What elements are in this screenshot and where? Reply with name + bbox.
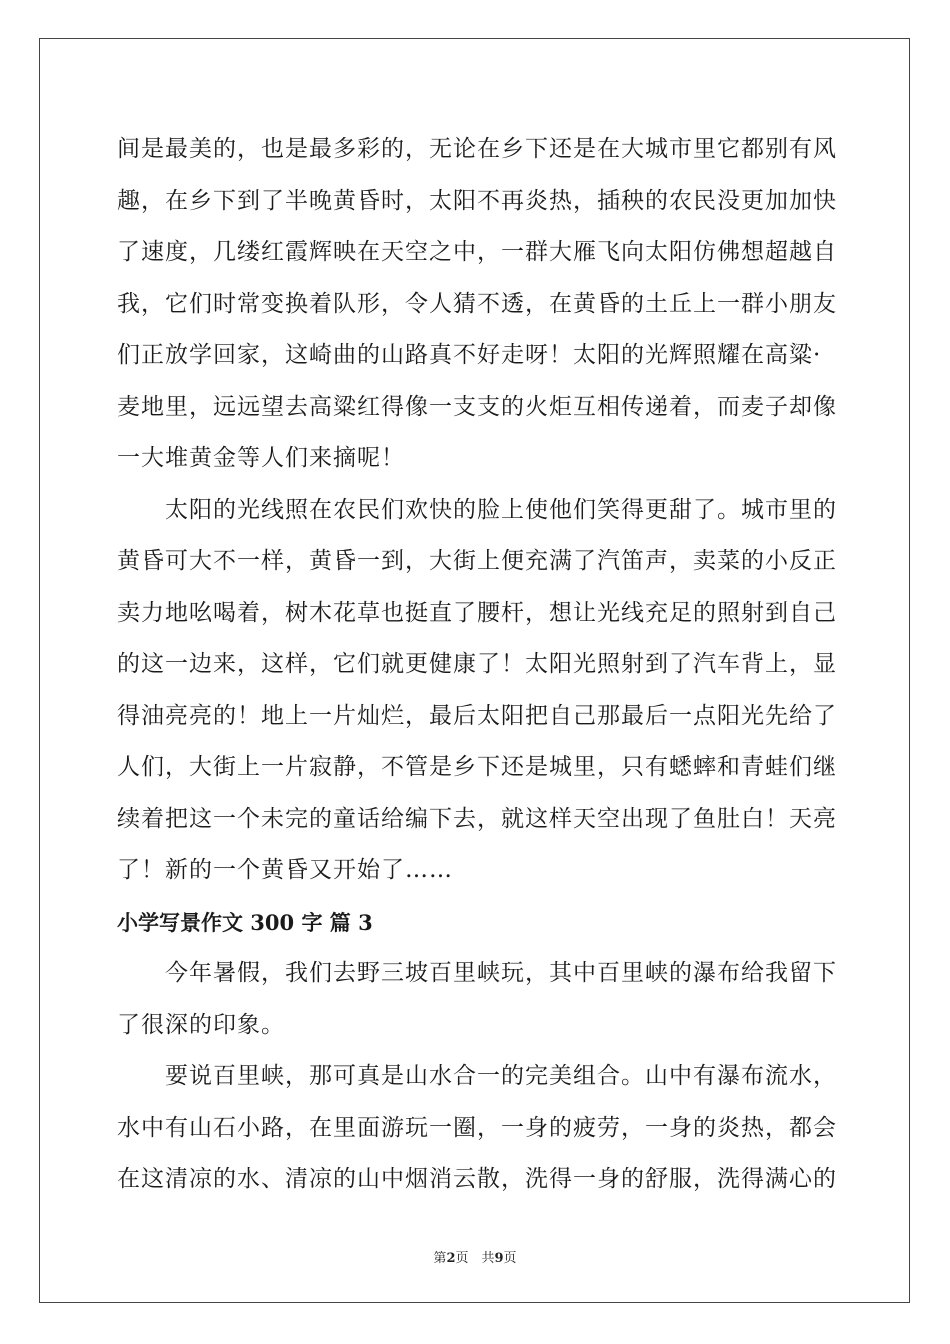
text-line: 趣，在乡下到了半晚黄昏时，太阳不再炎热，插秧的农民没更加加快 xyxy=(117,187,837,214)
text-line: 在这清凉的水、清凉的山中烟消云散，洗得一身的舒服，洗得满心的 xyxy=(117,1166,837,1192)
text-line: 了很深的印象。 xyxy=(117,1011,285,1038)
text-line: 太阳的光线照在农民们欢快的脸上使他们笑得更甜了。城市里的 xyxy=(117,496,837,523)
text-line: 今年暑假，我们去野三坡百里峡玩，其中百里峡的瀑布给我留下 xyxy=(117,960,837,986)
paragraph-4 xyxy=(117,1051,837,1206)
text-line: 人们，大街上一片寂静，不管是乡下还是城里，只有蟋蟀和青蛙们继 xyxy=(117,754,837,780)
text-line: 一大堆黄金等人们来摘呢！ xyxy=(117,445,405,471)
text-line: 要说百里峡，那可真是山水合一的完美组合。山中有瀑布流水， xyxy=(117,1063,837,1089)
footer-suffix: 页 xyxy=(503,1251,517,1266)
text-line: 黄昏可大不一样，黄昏一到，大街上便充满了汽笛声，卖菜的小反正 xyxy=(117,548,837,574)
footer-middle: 页 共 xyxy=(455,1251,495,1266)
text-line: 的这一边来，这样，它们就更健康了！太阳光照射到了汽车背上，显 xyxy=(117,651,837,677)
paragraph-3 xyxy=(117,948,837,1051)
current-page-number: 2 xyxy=(446,1251,456,1266)
text-line: 间是最美的，也是最多彩的，无论在乡下还是在大城市里它都别有风 xyxy=(117,136,837,162)
footer-prefix: 第 xyxy=(433,1251,447,1266)
text-line: 们正放学回家，这崎曲的山路真不好走呀！太阳的光辉照耀在高粱· xyxy=(117,342,822,368)
text-line: 得油亮亮的！地上一片灿烂，最后太阳把自己那最后一点阳光先给了 xyxy=(117,702,837,729)
page-footer xyxy=(0,1247,950,1266)
text-line: 麦地里，远远望去高粱红得像一支支的火炬互相传递着，而麦子却像 xyxy=(117,393,837,420)
section-heading: 小学写景作文 300 字 篇 3 xyxy=(117,909,373,935)
paragraph-2 xyxy=(117,485,837,897)
text-line: 了！新的一个黄昏又开始了…… xyxy=(117,857,453,883)
text-line: 我，它们时常变换着队形，令人猜不透，在黄昏的土丘上一群小朋友 xyxy=(117,290,837,317)
text-line: 了速度，几缕红霞辉映在天空之中，一群大雁飞向太阳仿佛想超越自 xyxy=(117,239,837,265)
paragraph-1 xyxy=(117,124,837,485)
text-line: 卖力地吆喝着，树木花草也挺直了腰杆，想让光线充足的照射到自己 xyxy=(117,599,837,626)
text-line: 续着把这一个未完的童话给编下去，就这样天空出现了鱼肚白！天亮 xyxy=(117,805,837,832)
text-line: 水中有山石小路，在里面游玩一圈，一身的疲劳，一身的炎热，都会 xyxy=(117,1114,837,1141)
document-body xyxy=(117,124,837,1206)
total-page-count: 9 xyxy=(494,1251,504,1266)
